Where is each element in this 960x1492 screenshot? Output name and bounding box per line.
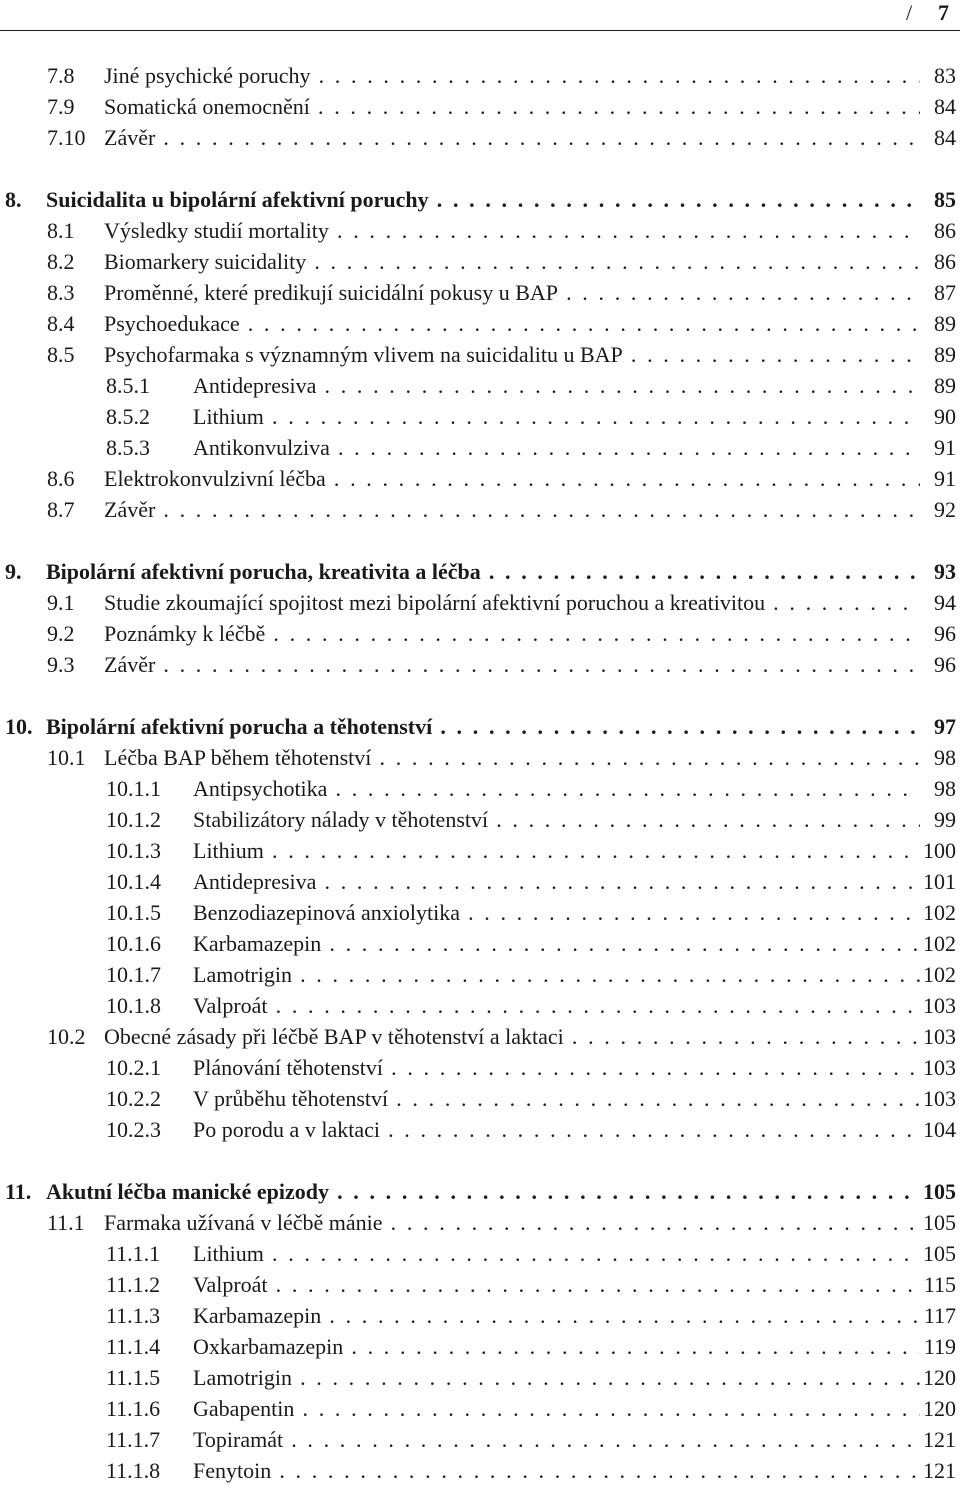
toc-entry-title: V průběhu těhotenství . . . xyxy=(193,1083,926,1114)
toc-entry-title: Topiramát . . . xyxy=(193,1424,926,1455)
toc-entry[interactable] xyxy=(0,432,960,463)
toc-entry-title: Studie zkoumající spojitost mezi bipolární afektivní poruchou a kreativitou . . . xyxy=(104,587,926,618)
toc-entry-title: Somatická onemocnění . . . xyxy=(104,91,926,122)
table-of-contents xyxy=(0,60,960,1486)
toc-entry-page: 86 xyxy=(920,246,956,277)
toc-entry-title: Valproát . . . xyxy=(193,1269,926,1300)
toc-entry-title: Antipsychotika . . . xyxy=(193,773,926,804)
toc-entry[interactable] xyxy=(0,246,960,277)
toc-entry-number: 8.6 xyxy=(47,466,75,491)
toc-entry[interactable] xyxy=(0,1424,960,1455)
toc-entry-number: 9.1 xyxy=(47,590,75,615)
toc-entry-number: 11.1.2 xyxy=(106,1272,161,1297)
header-page-number: 7 xyxy=(938,0,949,25)
toc-entry-number: 10.1.7 xyxy=(106,962,161,987)
toc-entry-title: Elektrokonvulzivní léčba . . . xyxy=(104,463,926,494)
toc-entry[interactable] xyxy=(0,401,960,432)
toc-entry[interactable] xyxy=(0,308,960,339)
toc-entry-number: 10.1.6 xyxy=(106,931,161,956)
toc-entry-title: Stabilizátory nálady v těhotenství . . . xyxy=(193,804,926,835)
toc-entry-page: 97 xyxy=(920,711,956,742)
toc-entry-number: 10.1.2 xyxy=(106,807,161,832)
toc-entry-title: Závěr . . . xyxy=(104,494,926,525)
toc-entry-title: Antikonvulziva . . . xyxy=(193,432,926,463)
toc-entry-number: 10.1.3 xyxy=(106,838,161,863)
toc-entry-page: 84 xyxy=(920,122,956,153)
toc-entry-title: Bipolární afektivní porucha, kreativita a léčba . . . xyxy=(46,556,926,587)
toc-chapter-entry[interactable] xyxy=(0,556,960,587)
toc-entry-page: 90 xyxy=(920,401,956,432)
toc-entry-number: 10.2 xyxy=(47,1024,86,1049)
toc-entry-number: 7.10 xyxy=(47,125,86,150)
toc-entry-title: Akutní léčba manické epizody . . . xyxy=(46,1176,926,1207)
toc-entry[interactable] xyxy=(0,742,960,773)
toc-entry-title: Suicidalita u bipolární afektivní poruchy . . . xyxy=(46,184,926,215)
toc-entry-page: 105 xyxy=(920,1176,956,1207)
toc-entry-page: 91 xyxy=(920,463,956,494)
toc-entry-page: 120 xyxy=(920,1393,956,1424)
toc-entry[interactable] xyxy=(0,339,960,370)
toc-entry[interactable] xyxy=(0,1114,960,1145)
toc-entry-title: Lithium . . . xyxy=(193,835,926,866)
toc-entry-title: Lamotrigin . . . xyxy=(193,1362,926,1393)
toc-entry-title: Karbamazepin . . . xyxy=(193,1300,926,1331)
toc-entry-number: 8.5.2 xyxy=(106,404,150,429)
header-separator: / xyxy=(906,0,913,25)
toc-chapter-entry[interactable] xyxy=(0,1176,960,1207)
toc-entry-number: 8.5.1 xyxy=(106,373,150,398)
toc-entry-page: 103 xyxy=(920,1083,956,1114)
toc-entry-number: 11.1.3 xyxy=(106,1303,161,1328)
toc-entry[interactable] xyxy=(0,928,960,959)
toc-entry-number: 10.1.5 xyxy=(106,900,161,925)
toc-entry-page: 105 xyxy=(920,1207,956,1238)
toc-entry-number: 10. xyxy=(5,714,33,739)
toc-entry[interactable] xyxy=(0,1083,960,1114)
toc-entry-page: 84 xyxy=(920,91,956,122)
toc-entry-title: Léčba BAP během těhotenství . . . xyxy=(104,742,926,773)
toc-entry-number: 8.5 xyxy=(47,342,75,367)
toc-entry-title: Benzodiazepinová anxiolytika . . . xyxy=(193,897,926,928)
toc-entry-page: 102 xyxy=(920,928,956,959)
toc-entry-number: 11. xyxy=(5,1179,32,1204)
toc-entry[interactable] xyxy=(0,215,960,246)
toc-entry-title: Farmaka užívaná v léčbě mánie . . . xyxy=(104,1207,926,1238)
toc-entry-page: 103 xyxy=(920,1021,956,1052)
toc-entry-page: 101 xyxy=(920,866,956,897)
toc-entry-number: 11.1.5 xyxy=(106,1365,161,1390)
toc-entry-page: 102 xyxy=(920,897,956,928)
toc-entry-page: 85 xyxy=(920,184,956,215)
toc-entry-page: 92 xyxy=(920,494,956,525)
toc-entry-number: 8.1 xyxy=(47,218,75,243)
toc-entry-number: 8.3 xyxy=(47,280,75,305)
toc-entry-title: Antidepresiva . . . xyxy=(193,866,926,897)
toc-entry[interactable] xyxy=(0,277,960,308)
toc-entry[interactable] xyxy=(0,835,960,866)
toc-entry-number: 9. xyxy=(5,559,22,584)
toc-entry-number: 10.1.1 xyxy=(106,776,161,801)
toc-entry-title: Závěr . . . xyxy=(104,122,926,153)
toc-entry-title: Jiné psychické poruchy . . . xyxy=(104,60,926,91)
toc-entry[interactable] xyxy=(0,1455,960,1486)
toc-entry-title: Fenytoin . . . xyxy=(193,1455,926,1486)
toc-entry-title: Obecné zásady při léčbě BAP v těhotenství a laktaci . . . xyxy=(104,1021,926,1052)
toc-entry[interactable] xyxy=(0,1331,960,1362)
toc-entry[interactable] xyxy=(0,649,960,680)
toc-entry-title: Biomarkery suicidality . . . xyxy=(104,246,926,277)
toc-entry[interactable] xyxy=(0,1300,960,1331)
toc-entry[interactable] xyxy=(0,773,960,804)
toc-entry-number: 9.2 xyxy=(47,621,75,646)
toc-entry[interactable] xyxy=(0,1052,960,1083)
toc-entry-page: 119 xyxy=(920,1331,956,1362)
toc-entry-number: 10.2.3 xyxy=(106,1117,161,1142)
toc-entry[interactable] xyxy=(0,60,960,91)
toc-entry-number: 11.1.7 xyxy=(106,1427,161,1452)
toc-entry[interactable] xyxy=(0,1207,960,1238)
toc-entry-page: 121 xyxy=(920,1424,956,1455)
toc-entry-title: Psychoedukace . . . xyxy=(104,308,926,339)
toc-entry-page: 100 xyxy=(920,835,956,866)
toc-entry[interactable] xyxy=(0,1021,960,1052)
toc-entry-number: 10.1.4 xyxy=(106,869,161,894)
toc-entry-number: 7.9 xyxy=(47,94,75,119)
toc-entry-title: Závěr . . . xyxy=(104,649,926,680)
toc-entry-number: 11.1 xyxy=(47,1210,85,1235)
toc-entry-number: 8. xyxy=(5,187,22,212)
toc-entry[interactable] xyxy=(0,804,960,835)
toc-entry-title: Valproát . . . xyxy=(193,990,926,1021)
toc-entry[interactable] xyxy=(0,618,960,649)
toc-entry-number: 8.2 xyxy=(47,249,75,274)
toc-entry[interactable] xyxy=(0,122,960,153)
toc-entry[interactable] xyxy=(0,463,960,494)
toc-entry[interactable] xyxy=(0,1393,960,1424)
toc-entry[interactable] xyxy=(0,959,960,990)
toc-entry-title: Psychofarmaka s významným vlivem na suicidalitu u BAP . . . xyxy=(104,339,926,370)
toc-entry-page: 102 xyxy=(920,959,956,990)
toc-entry-title: Karbamazepin . . . xyxy=(193,928,926,959)
toc-entry-title: Poznámky k léčbě . . . xyxy=(104,618,926,649)
toc-chapter-entry[interactable] xyxy=(0,184,960,215)
toc-entry-number: 8.4 xyxy=(47,311,75,336)
toc-entry-title: Lithium . . . xyxy=(193,1238,926,1269)
toc-entry-title: Lithium . . . xyxy=(193,401,926,432)
toc-entry-page: 105 xyxy=(920,1238,956,1269)
toc-entry-page: 93 xyxy=(920,556,956,587)
toc-entry[interactable] xyxy=(0,1238,960,1269)
toc-entry-page: 115 xyxy=(920,1269,956,1300)
toc-entry-number: 11.1.8 xyxy=(106,1458,161,1483)
toc-entry-page: 117 xyxy=(920,1300,956,1331)
toc-entry-number: 10.1.8 xyxy=(106,993,161,1018)
toc-entry-page: 96 xyxy=(920,649,956,680)
toc-entry-page: 103 xyxy=(920,1052,956,1083)
toc-entry-number: 8.5.3 xyxy=(106,435,150,460)
toc-entry[interactable] xyxy=(0,897,960,928)
toc-entry-page: 98 xyxy=(920,773,956,804)
toc-entry-title: Oxkarbamazepin . . . xyxy=(193,1331,926,1362)
toc-entry-number: 10.1 xyxy=(47,745,86,770)
toc-entry-title: Gabapentin . . . xyxy=(193,1393,926,1424)
toc-entry-title: Proměnné, které predikují suicidální pokusy u BAP . . . xyxy=(104,277,926,308)
toc-entry-number: 11.1.1 xyxy=(106,1241,161,1266)
toc-entry[interactable] xyxy=(0,990,960,1021)
toc-entry-page: 89 xyxy=(920,308,956,339)
toc-entry-number: 10.2.2 xyxy=(106,1086,161,1111)
toc-entry-number: 11.1.6 xyxy=(106,1396,161,1421)
toc-entry-page: 89 xyxy=(920,370,956,401)
toc-entry-title: Plánování těhotenství . . . xyxy=(193,1052,926,1083)
toc-entry-number: 10.2.1 xyxy=(106,1055,161,1080)
toc-entry-page: 120 xyxy=(920,1362,956,1393)
page-header xyxy=(0,0,960,31)
toc-entry-title: Bipolární afektivní porucha a těhotenství . . . xyxy=(46,711,926,742)
toc-entry-page: 91 xyxy=(920,432,956,463)
toc-entry-title: Po porodu a v laktaci . . . xyxy=(193,1114,926,1145)
toc-entry-title: Lamotrigin . . . xyxy=(193,959,926,990)
toc-entry-page: 94 xyxy=(920,587,956,618)
toc-entry[interactable] xyxy=(0,370,960,401)
toc-entry-title: Výsledky studií mortality . . . xyxy=(104,215,926,246)
toc-entry[interactable] xyxy=(0,494,960,525)
toc-entry-page: 89 xyxy=(920,339,956,370)
toc-entry[interactable] xyxy=(0,866,960,897)
toc-entry[interactable] xyxy=(0,1269,960,1300)
toc-entry[interactable] xyxy=(0,587,960,618)
toc-entry-page: 98 xyxy=(920,742,956,773)
toc-entry-page: 87 xyxy=(920,277,956,308)
toc-entry[interactable] xyxy=(0,91,960,122)
toc-chapter-entry[interactable] xyxy=(0,711,960,742)
toc-entry-title: Antidepresiva . . . xyxy=(193,370,926,401)
toc-entry-number: 9.3 xyxy=(47,652,75,677)
toc-entry-page: 121 xyxy=(920,1455,956,1486)
toc-entry-number: 7.8 xyxy=(47,63,75,88)
toc-entry-page: 86 xyxy=(920,215,956,246)
toc-entry[interactable] xyxy=(0,1362,960,1393)
toc-entry-page: 83 xyxy=(920,60,956,91)
toc-entry-page: 96 xyxy=(920,618,956,649)
toc-entry-number: 8.7 xyxy=(47,497,75,522)
toc-entry-page: 103 xyxy=(920,990,956,1021)
toc-entry-number: 11.1.4 xyxy=(106,1334,161,1359)
toc-entry-page: 99 xyxy=(920,804,956,835)
toc-entry-page: 104 xyxy=(920,1114,956,1145)
